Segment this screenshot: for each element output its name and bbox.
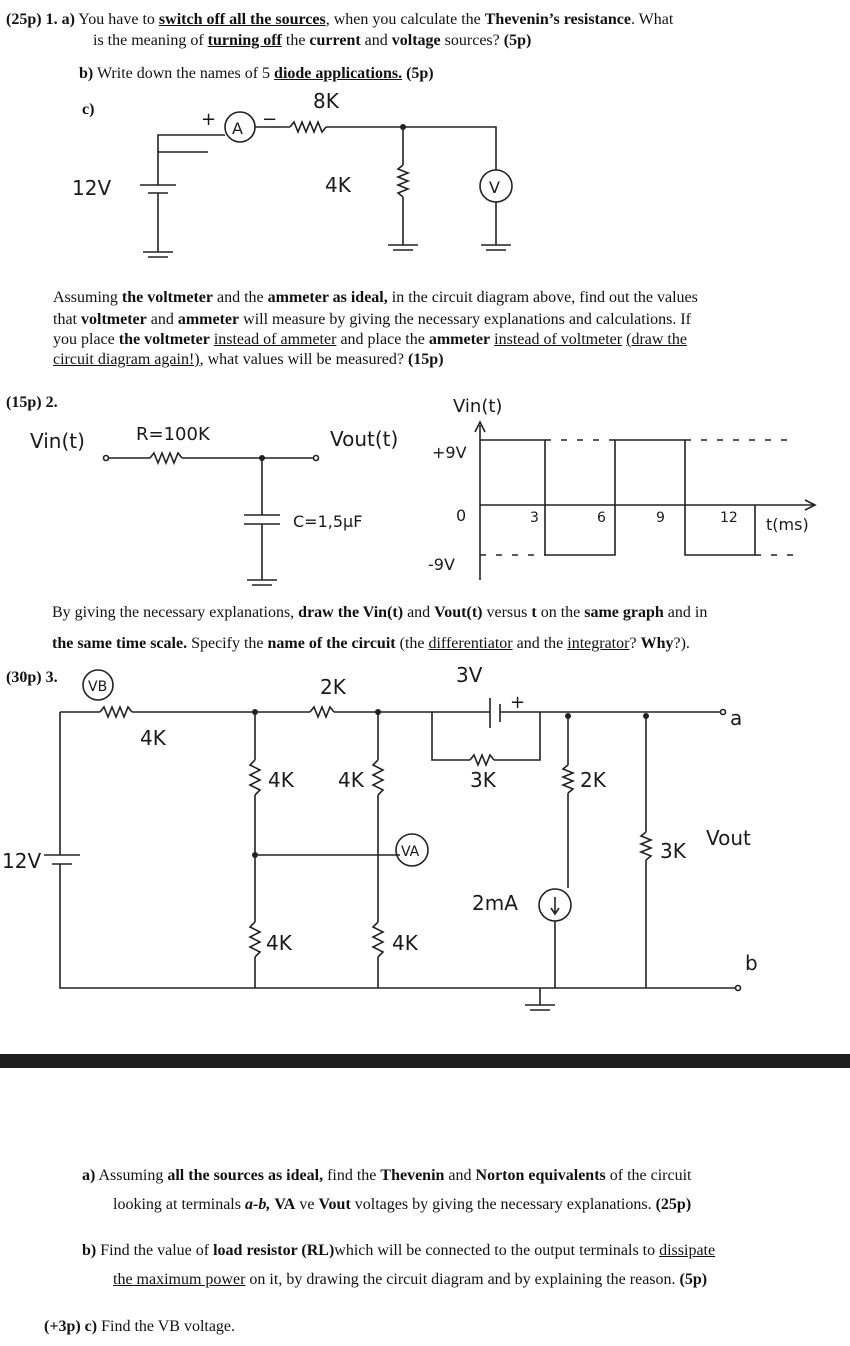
q3a-2e: Vout [318, 1196, 351, 1213]
q1a-bold2: current [309, 32, 361, 49]
page-divider [0, 1054, 850, 1068]
q3b-points: (5p) [679, 1271, 708, 1288]
q1-label-ammeter: A [232, 119, 243, 138]
q2-tick-3: 3 [530, 510, 539, 526]
q2-p2g: integrator [567, 635, 630, 652]
q3a-line2 [113, 1195, 691, 1215]
q3b-1a: Find the value of [100, 1242, 210, 1259]
q2-p1b: draw the Vin(t) [298, 604, 404, 621]
q1-p1d: ammeter as ideal, [267, 289, 388, 306]
q2-graph-zero: 0 [456, 506, 467, 525]
q3-label-a: a [730, 706, 743, 730]
q2-p2f: and the [516, 635, 564, 652]
q1-p3f: instead of voltmeter [494, 331, 623, 348]
q3-resistor-3k-out [641, 832, 651, 860]
q3-label-3v: 3V [456, 663, 483, 687]
q1-p3b: the voltmeter [118, 331, 210, 348]
q3-wire-bottom [60, 864, 735, 988]
q1-p1a: Assuming [53, 289, 118, 306]
q3-label-b: b [745, 951, 758, 975]
q2-label-c: C=1,5μF [293, 512, 363, 531]
q2-graph-ylabel: Vin(t) [453, 396, 503, 417]
q2-p2a: the same time scale. [52, 635, 188, 652]
q1a-l2-t1: is the meaning of [93, 32, 204, 49]
q1-p3e: ammeter [428, 331, 491, 348]
q3-points: (30p) [6, 669, 42, 686]
q1b-points: (5p) [406, 65, 434, 82]
q1-para-points: (15p) [407, 351, 444, 368]
q3-battery-12v [44, 855, 80, 864]
q2-p2e: differentiator [428, 635, 513, 652]
q3-current-arrow [551, 897, 559, 914]
q2-tick-9: 9 [656, 510, 665, 526]
q3b-2b: on it, by drawing the circuit diagram and by explaining the reason. [249, 1271, 676, 1288]
q3a-line1 [82, 1166, 692, 1186]
q1-p3c: instead of ammeter [213, 331, 337, 348]
q3a-1d: Thevenin [380, 1167, 445, 1184]
q2-label-r: R=100K [136, 424, 210, 445]
q1-p3g: (draw the [626, 331, 687, 348]
q3-label-4k-top: 4K [140, 726, 166, 750]
q3b-line1 [82, 1241, 715, 1261]
q2-tick-6: 6 [597, 510, 606, 526]
q1a-text1: You have to [78, 11, 155, 28]
q3a-1c: find the [327, 1167, 377, 1184]
q3-resistor-2k-top [310, 707, 334, 717]
q3-label-4k-d: 4K [392, 931, 418, 955]
q1-label-12v: 12V [72, 176, 112, 200]
q1-number: 1. [45, 11, 58, 28]
q3c-points: (+3p) [44, 1318, 81, 1335]
q3-resistor-4k-a [250, 760, 260, 795]
q3a-1e: and [448, 1167, 472, 1184]
q2-graph-xlabel: t(ms) [766, 515, 809, 534]
q3-label-vb: VB [88, 679, 108, 695]
q1-p4a: circuit diagram again!) [53, 351, 200, 368]
q3b-1c: which will be connected to the output terminals to [334, 1242, 656, 1259]
q1b-label: b) [79, 65, 94, 82]
q3-label-4k-b: 4K [338, 768, 364, 792]
q3a-1f: Norton equivalents [475, 1167, 606, 1184]
q3b-2a: the maximum power [113, 1271, 246, 1288]
q3-terminal-b [736, 986, 741, 991]
q1a-text3: . What [630, 11, 674, 28]
q3-wire-3k-left [432, 712, 470, 760]
q3a-2d: ve [299, 1196, 315, 1213]
q3b-1b: load resistor (RL) [213, 1242, 335, 1259]
q1-points: (25p) [6, 11, 42, 28]
q1a-bold3: voltage [391, 32, 441, 49]
q3-label-3k-mid: 3K [470, 768, 496, 792]
q1-label-voltmeter: V [489, 178, 500, 197]
q3-resistor-4k-top [100, 707, 132, 717]
q1-p2e: will measure by giving the necessary explanations and calculations. If [243, 311, 691, 328]
q2-p1a: By giving the necessary explanations, [52, 604, 295, 621]
q1c-label: c) [82, 101, 95, 118]
q2-points: (15p) [6, 394, 42, 411]
q1-label-4k: 4K [325, 173, 351, 197]
q3-resistor-3k [470, 755, 494, 765]
q1b-text: Write down the names of 5 [96, 65, 271, 82]
q3b-label: b) [82, 1242, 97, 1259]
q3-terminal-a [721, 710, 726, 715]
q1a-u2: turning off [207, 32, 282, 49]
q1-p1e: in the circuit diagram above, find out the values [391, 289, 698, 306]
q2-p2c: name of the circuit [267, 635, 396, 652]
q1a-text2: , when you calculate the [325, 11, 481, 28]
q3a-1a: Assuming [98, 1167, 164, 1184]
q2-p1h: same graph [584, 604, 664, 621]
q1a-bold1: Thevenin’s resistance [484, 11, 631, 28]
q1-p2d: ammeter [177, 311, 240, 328]
q3-label-4k-a: 4K [268, 768, 294, 792]
q3-resistor-4k-b [373, 760, 383, 795]
q3-resistor-4k-d [373, 922, 383, 957]
q3c-line [44, 1317, 235, 1337]
q1-label-plus: + [201, 109, 217, 130]
q3a-2f: voltages by giving the necessary explanations. [354, 1196, 652, 1213]
q1a-l2-t2: the [285, 32, 306, 49]
q1-label-8k: 8K [313, 89, 339, 113]
q3-resistor-4k-c [250, 922, 260, 957]
q2-p2i: Why [640, 635, 674, 652]
q3a-label: a) [82, 1167, 96, 1184]
q3b-1d: dissipate [659, 1242, 716, 1259]
q2-p2d: (the [399, 635, 425, 652]
q2-p1c: and [407, 604, 431, 621]
q2-p2j: ?). [673, 635, 690, 652]
q3a-2c: VA [274, 1196, 296, 1213]
q3a-1b: all the sources as ideal, [167, 1167, 324, 1184]
q2-label-vout: Vout(t) [330, 427, 399, 451]
q2-p1f: t [531, 604, 537, 621]
q3-label-12v: 12V [2, 849, 42, 873]
q3-label-2ma: 2mA [472, 891, 518, 915]
q2-p1g: on the [540, 604, 581, 621]
q3-label-2k-top: 2K [320, 675, 346, 699]
q3-label-4k-c: 4K [266, 931, 292, 955]
q1a-l2-t4: sources? [444, 32, 500, 49]
q3c-text: Find the VB voltage. [101, 1318, 236, 1335]
q1-p1b: the voltmeter [121, 289, 213, 306]
q1-p2b: voltmeter [81, 311, 147, 328]
q3a-1g: of the circuit [609, 1167, 692, 1184]
q2-p2h: ? [629, 635, 637, 652]
q3-label-va: VA [401, 844, 420, 860]
q1-label-minus: − [262, 109, 278, 130]
q2-label-vin: Vin(t) [30, 429, 85, 453]
q3c-label: c) [84, 1318, 98, 1335]
q3-label-3k-out: 3K [660, 839, 686, 863]
q3-source-3v [490, 698, 500, 728]
q3b-line2 [113, 1270, 707, 1290]
q3-resistor-2k-right [563, 765, 573, 793]
q1-p2c: and [150, 311, 174, 328]
q1-p1c: and the [216, 289, 264, 306]
q3-ground [525, 988, 555, 1010]
q1-p3a: you place [53, 331, 115, 348]
q2-p1d: Vout(t) [434, 604, 483, 621]
q2-p2b: Specify the [191, 635, 264, 652]
q2-p1i: and in [667, 604, 708, 621]
q2-number: 2. [45, 394, 58, 411]
q3a-points: (25p) [655, 1196, 692, 1213]
q1a-l2-t3: and [364, 32, 388, 49]
q2-tick-12: 12 [720, 510, 738, 526]
q3a-2a: looking at terminals [113, 1196, 241, 1213]
q3-label-vout: Vout [706, 826, 751, 850]
q3-number: 3. [45, 669, 58, 686]
q3-wire-3k-right [494, 712, 540, 760]
q1a-u1: switch off all the sources [158, 11, 326, 28]
q1a-points: (5p) [503, 32, 532, 49]
q2-graph-high: +9V [432, 443, 467, 462]
q3a-2b: a-b, [244, 1196, 271, 1213]
q1-p4b: , what values will be measured? [199, 351, 404, 368]
q3-label-plus: + [510, 692, 526, 713]
q2-graph-low: -9V [428, 555, 455, 574]
q1-p3d: and place the [340, 331, 425, 348]
q1b-underlined: diode applications. [274, 65, 403, 82]
q3-label-2k-right: 2K [580, 768, 606, 792]
q1-p2a: that [53, 311, 77, 328]
q2-p1e: versus [486, 604, 528, 621]
q1a-label: a) [61, 11, 75, 28]
